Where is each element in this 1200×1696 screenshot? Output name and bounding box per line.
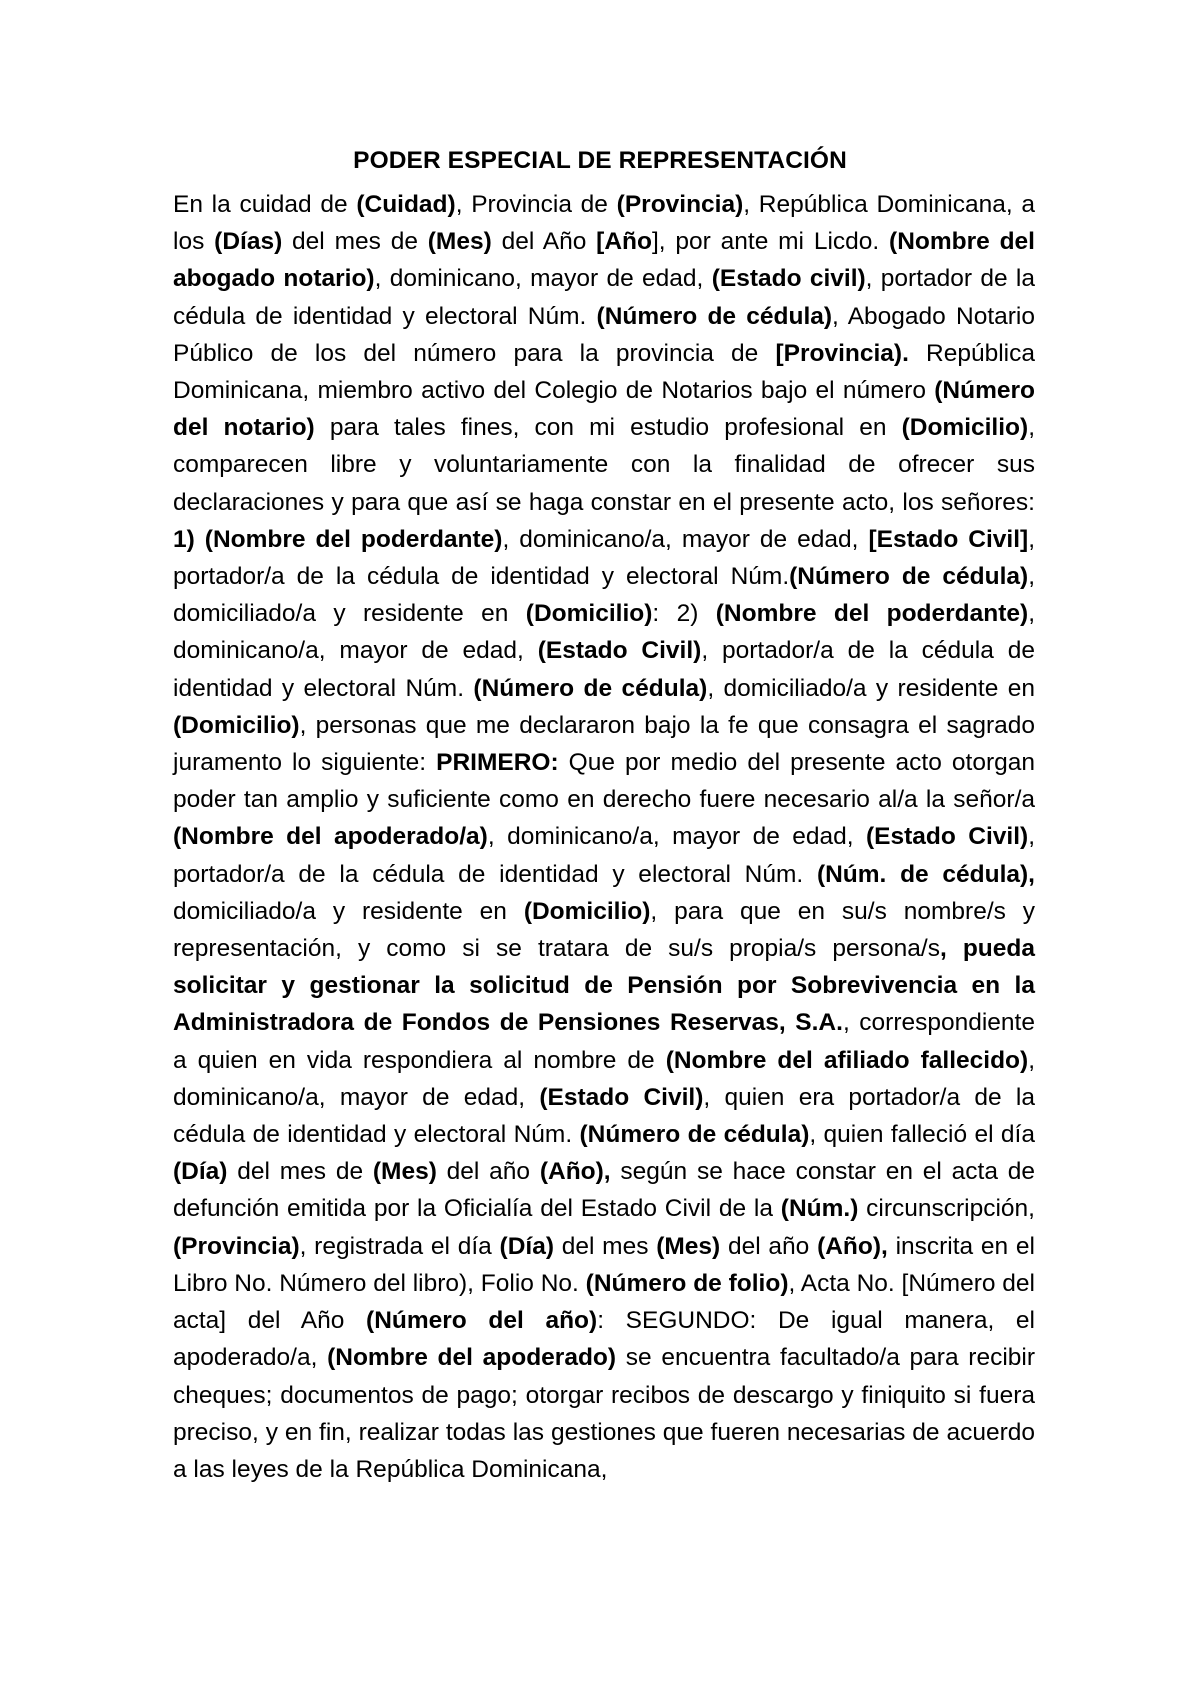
- bold-field-text: (Estado civil): [711, 265, 866, 293]
- body-text-run: ], por ante mi Licdo.: [651, 228, 890, 256]
- bold-field-text: (Domicilio): [173, 711, 300, 739]
- body-text-run: , para que en su/s nombre/s y representación, y como si se tratara de su/s propia/s persona/s: [173, 897, 1036, 963]
- bold-field-text: (Día): [499, 1232, 554, 1260]
- bold-field-text: (Domicilio): [525, 600, 653, 628]
- bold-field-text: (Domicilio): [901, 414, 1029, 442]
- bold-field-text: (Año),: [817, 1232, 888, 1260]
- body-text-run: , dominicano/a, mayor de edad,: [173, 1046, 1035, 1111]
- document-title: PODER ESPECIAL DE REPRESENTACIÓN: [353, 147, 847, 174]
- bold-field-text: (Nombre del poderdante): [715, 600, 1029, 628]
- body-text-run: se encuentra facultado/a para recibir cheques; documentos de pago; otorgar recibos de descargo y finiquito si fuera preciso, y en fin, realizar todas las gestiones que fueren necesarias de acuerdo a las leyes de la República Dominicana,: [173, 1344, 1035, 1483]
- bold-field-text: (Nombre del apoderado): [327, 1344, 617, 1372]
- bold-field-text: (Provincia): [173, 1232, 300, 1260]
- body-text-run: , portador/a de la cédula de identidad y electoral Núm.: [173, 823, 1036, 888]
- body-text-run: , dominicano/a, mayor de edad,: [173, 600, 1035, 665]
- body-text-run: del mes de: [282, 228, 428, 256]
- bold-field-text: (Núm. de cédula),: [816, 860, 1035, 888]
- body-text-run: , Acta No. [Número del acta] del Año: [173, 1269, 1035, 1335]
- body-text-run: , portador/a de la cédula de identidad y electoral Núm.: [173, 525, 1036, 591]
- body-text-run: Que por medio del presente acto otorgan poder tan amplio y suficiente como en derecho fuere necesario al/a la señor/a: [173, 749, 1035, 814]
- bold-field-text: (Nombre del apoderado/a): [173, 823, 488, 851]
- body-text-run: , comparecen libre y voluntariamente con la finalidad de ofrecer sus declaraciones y para que así se haga constar en el presente acto, los señores:: [173, 414, 1035, 516]
- body-text-run: del mes: [553, 1232, 657, 1260]
- bold-field-text: (Número de cédula): [579, 1121, 810, 1149]
- body-text-run: para tales fines, con mi estudio profesional en: [314, 414, 902, 442]
- body-text-run: , portador/a de la cédula de identidad y electoral Núm.: [173, 637, 1035, 702]
- bold-field-text: (Provincia): [616, 191, 744, 218]
- body-text-run: , portador de la cédula de identidad y electoral Núm.: [173, 265, 1035, 330]
- bold-field-text: (Número del notario): [173, 377, 1035, 442]
- body-text-run: domiciliado/a y residente en: [173, 897, 524, 925]
- bold-field-text: (Mes): [427, 228, 492, 256]
- bold-field-text: (Nombre del abogado notario): [173, 228, 1035, 293]
- body-text-run: , domiciliado/a y residente en: [707, 674, 1035, 702]
- bold-field-text: (Número de cédula): [789, 563, 1029, 591]
- bold-field-text: (Número de folio): [585, 1269, 789, 1297]
- body-text-run: , domiciliado/a y residente en: [173, 563, 1035, 628]
- body-text-run: según se hace constar en el acta de defunción emitida por la Oficialía del Estado Civil de la: [173, 1158, 1035, 1223]
- bold-field-text: , pueda solicitar y gestionar la solicitud de Pensión por Sobrevivencia en la Administradora de Fondos de Pensiones Reservas, S.A.: [173, 935, 1035, 1037]
- bold-field-text: (Domicilio): [523, 897, 651, 925]
- bold-field-text: (Mes): [372, 1158, 437, 1186]
- body-text-run: , quien era portador/a de la cédula de identidad y electoral Núm.: [173, 1083, 1035, 1149]
- body-text-run: , dominicano/a, mayor de edad,: [502, 525, 869, 553]
- bold-field-text: (Nombre del afiliado fallecido): [665, 1046, 1029, 1074]
- body-text-run: del Año: [491, 228, 597, 256]
- body-text-run: inscrita en el Libro No. Número del libro), Folio No.: [173, 1232, 1035, 1297]
- bold-field-text: (Año),: [539, 1158, 611, 1186]
- bold-field-text: (Estado Civil): [539, 1083, 704, 1111]
- bold-field-text: (Mes): [656, 1232, 721, 1260]
- body-text-run: , quien falleció el día: [809, 1121, 1035, 1149]
- body-text-run: del año: [720, 1232, 818, 1260]
- body-text-run: , registrada el día: [299, 1232, 500, 1260]
- body-text-run: República Dominicana, miembro activo del Colegio de Notarios bajo el número: [173, 339, 1035, 405]
- body-text-run: , Abogado Notario Público de los del número para la provincia de: [173, 302, 1035, 367]
- bold-field-text: 1) (Nombre del poderdante): [173, 525, 503, 553]
- bold-field-text: (Estado Civil): [537, 637, 702, 665]
- body-text-run: circunscripción,: [858, 1195, 1035, 1223]
- bold-field-text: [Provincia).: [775, 339, 909, 367]
- bold-field-text: (Días): [214, 228, 283, 256]
- bold-field-text: PRIMERO:: [436, 749, 559, 777]
- body-text-run: : SEGUNDO: De igual manera, el apoderado/a,: [173, 1307, 1035, 1372]
- bold-field-text: (Estado Civil): [866, 823, 1029, 851]
- document-body: [173, 186, 1035, 1488]
- body-text-run: : 2): [652, 600, 716, 628]
- body-text-run: , personas que me declararon bajo la fe que consagra el sagrado juramento lo siguiente:: [173, 711, 1035, 777]
- body-text-run: , dominicano/a, mayor de edad,: [487, 823, 867, 851]
- body-text-run: , República Dominicana, a los: [173, 191, 1035, 256]
- body-text-run: del mes de: [227, 1158, 373, 1186]
- bold-field-text: [Año: [596, 228, 652, 256]
- body-text-run: del año: [436, 1158, 540, 1186]
- bold-field-text: (Núm.): [780, 1195, 859, 1223]
- bold-field-text: [Estado Civil]: [868, 525, 1029, 553]
- bold-field-text: (Número de cédula): [473, 674, 708, 702]
- body-text-run: En la cuidad de: [173, 191, 357, 218]
- bold-field-text: (Número del año): [366, 1307, 598, 1335]
- body-text-run: , dominicano, mayor de edad,: [374, 265, 712, 293]
- body-text-run: , correspondiente a quien en vida respondiera al nombre de: [173, 1009, 1035, 1074]
- bold-field-text: (Cuidad): [356, 191, 456, 218]
- bold-field-text: (Número de cédula): [596, 302, 833, 330]
- body-text-run: , Provincia de: [455, 191, 617, 218]
- bold-field-text: (Día): [173, 1158, 228, 1186]
